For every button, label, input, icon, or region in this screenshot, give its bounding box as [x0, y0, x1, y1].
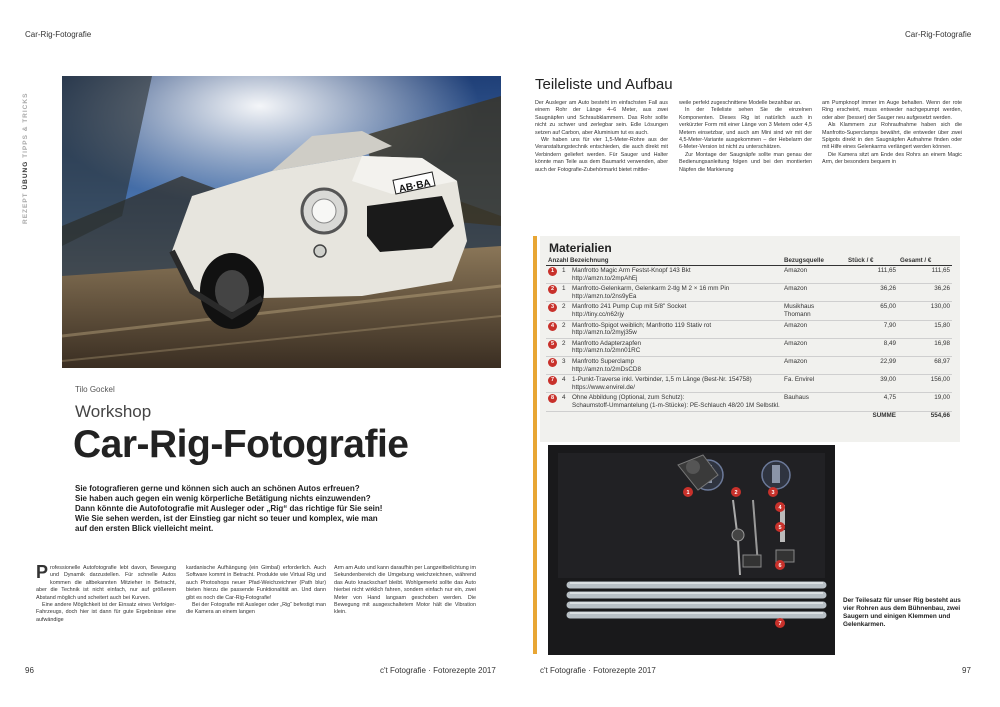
- item-number-badge: 7: [548, 376, 557, 385]
- item-url: http://amzn.to/2myj35w: [572, 329, 637, 337]
- item-qty: 1: [560, 284, 570, 302]
- item-number-badge: 3: [548, 303, 557, 312]
- item-desc: 1-Punkt-Traverse inkl. Verbinder, 1,5 m Länge (Best-Nr. 154758): [572, 376, 752, 384]
- item-number-badge: 4: [548, 322, 557, 331]
- body-paragraph: Bei der Fotografie mit Ausleger oder „Rig“ befestigt man die Kamera an einem langen: [186, 602, 326, 616]
- footer-left: c't Fotografie · Fotorezepte 2017: [380, 666, 496, 675]
- item-number-badge: 6: [548, 358, 557, 367]
- photo-label: 4: [778, 505, 782, 511]
- left-body-col1: [36, 562, 176, 624]
- body-paragraph: Die Kamera sitzt am Ende des Rohrs an einem Magic Arm, der besonders bequem in: [822, 151, 962, 166]
- item-unit: 111,65: [846, 266, 898, 284]
- table-row: [546, 375, 952, 393]
- item-qty: 4: [560, 393, 570, 411]
- lead-line: Sie fotografieren gerne und können sich auch an schönen Autos erfreuen?: [75, 484, 360, 493]
- materials-table: [546, 256, 952, 419]
- body-paragraph: In der Teileliste sehen Sie die einzelnen Komponenten. Dieses Rig ist natürlich auch in verkürzter Form mit einer Länge von 3 Metern oder 4,5 Metern einsetzbar, und auch am Mini sind wir mit der 4,5-Meter-Variante ausgekommen – der Hebelarm der 6-Meter-Version ist nicht zu unterschätzen.: [679, 107, 812, 151]
- right-body-col1: [535, 100, 668, 174]
- side-label-tipps: TIPPS & TRICKS: [22, 92, 29, 158]
- body-paragraph: Eine andere Möglichkeit ist der Einsatz eines Verfolger-Fahrzeugs, doch hier ist dann für gute Ergebnisse eine aufwändige: [36, 602, 176, 623]
- hero-car-photo: [62, 76, 501, 368]
- license-plate-text: AB·BA: [397, 177, 432, 196]
- item-url: http://tiny.cc/n62rjy: [572, 310, 625, 318]
- item-total: 156,00: [898, 375, 952, 393]
- table-row: [546, 338, 952, 356]
- accent-bar: [533, 236, 537, 654]
- right-body-col2: [679, 100, 812, 174]
- body-paragraph: am Pumpknopf immer im Auge behalten. Wenn der rote Ring erscheint, muss entweder nachgepumpt werden, oder aber (besser) der Sauger neu aufgesetzt werden.: [822, 100, 962, 121]
- running-header-right: Car-Rig-Fotografie: [905, 30, 972, 39]
- page-number-left: 96: [25, 666, 34, 675]
- item-qty: 2: [560, 338, 570, 356]
- item-total: 15,80: [898, 320, 952, 338]
- table-row: [546, 284, 952, 302]
- item-source: Musikhaus: [784, 303, 815, 311]
- photo-label: 6: [778, 563, 782, 569]
- materials-box: [540, 236, 960, 442]
- body-paragraph: rofessionelle Autofotografie lebt davon, Bewegung und Dynamik darzustellen. Für schnelle Autos kommen die altbekannten Mitzieher in Betracht, aber die Technik ist nicht einfach, nur auf größerem Abstand möglich und scheitert auch bei Kurven.: [36, 565, 176, 601]
- item-number-badge: 1: [548, 267, 557, 276]
- parts-photo: [548, 445, 835, 655]
- footer-right: c't Fotografie · Fotorezepte 2017: [540, 666, 656, 675]
- item-url: http://amzn.to/2mDsCD8: [572, 365, 641, 373]
- left-body-col2: [186, 565, 326, 617]
- item-source: Fa. Envirel: [782, 375, 846, 393]
- item-source: Bauhaus: [782, 393, 846, 411]
- page-title: Car-Rig-Fotografie: [73, 423, 409, 466]
- parts-illustration: [548, 445, 835, 655]
- item-total: 111,65: [898, 266, 952, 284]
- side-section-label: [22, 44, 36, 224]
- item-total: 19,00: [898, 393, 952, 411]
- page-number-right: 97: [962, 666, 971, 675]
- table-row: [546, 393, 952, 411]
- item-number-badge: 5: [548, 340, 557, 349]
- body-paragraph: Der Ausleger am Auto besteht im einfachsten Fall aus einem Rohr der Länge 4–6 Meter, aus zwei Saugnäpfen und Schraubklammern. Das Rohr sollte nicht zu schwer und zerlegbar sein. Edle Lösungen setzen auf Carbon, aber Aluminium tut es auch.: [535, 100, 668, 136]
- item-total: 36,26: [898, 284, 952, 302]
- lead-line: auf den ersten Blick vielleicht meint.: [75, 524, 214, 533]
- item-url: http://amzn.to/2mpAhEj: [572, 274, 638, 282]
- body-paragraph: Als Klammern zur Rohraufnahme haben sich die Manfrotto-Superclamps bewährt, die entweder über zwei Spigots direkt in den Saugnäpfen Aufnahme finden oder mit Hilfe eines Gelenkarms verlängert werden können.: [822, 122, 962, 151]
- lead-line: Dann könnte die Autofotografie mit Ausleger oder „Rig“ das richtige für Sie sein!: [75, 504, 383, 513]
- body-paragraph: weile perfekt zugeschnittene Modelle bezahlbar an.: [679, 100, 802, 106]
- item-number-badge: 2: [548, 285, 557, 294]
- item-unit: 36,26: [846, 284, 898, 302]
- item-url: Schaumstoff-Ummantelung (1-m-Stücke): PE-Schlauch 48/20 1M Selbstkl.: [572, 401, 780, 409]
- item-desc: Manfrotto-Gelenkarm, Gelenkarm 2-tlg M 2 × 16 mm Pin: [572, 285, 730, 293]
- car-illustration: [62, 76, 501, 368]
- item-number-badge: 8: [548, 394, 557, 403]
- left-body-col3: [334, 565, 476, 617]
- item-desc: Manfrotto-Spigot weiblich; Manfrotto 119 Stativ rot: [572, 321, 712, 329]
- item-unit: 22,99: [846, 356, 898, 374]
- photo-label: 5: [778, 525, 782, 531]
- item-desc: Manfrotto Magic Arm Festst-Knopf 143 Bkt: [572, 267, 691, 274]
- item-unit: 39,00: [846, 375, 898, 393]
- item-unit: 7,90: [846, 320, 898, 338]
- item-qty: 2: [560, 302, 570, 320]
- lead-line: Sie haben auch gegen ein wenig körperliche Betätigung nichts einzuwenden?: [75, 494, 371, 503]
- sum-value: 554,66: [898, 411, 952, 419]
- header-unit-price: Stück / €: [846, 256, 898, 266]
- body-paragraph: kardanische Aufhängung (ein Gimbal) erforderlich. Auch Software kommt in Betracht. Produkte wie Virtual Rig und auch Photoshops neuer Pfad-Weichzeichner (Path blur) bieten hierzu die passende Funktionalität an. Und dann gibt es noch die Car-Rig-Fotografie!: [186, 565, 326, 601]
- item-source-line2: Thomann: [784, 310, 811, 318]
- photo-caption: Der Teilesatz für unser Rig besteht aus vier Rohren aus dem Bühnenbau, zwei Saugern und einigen Klemmen und Gelenkarmen.: [843, 597, 961, 628]
- table-row: [546, 266, 952, 284]
- item-source: Amazon: [782, 356, 846, 374]
- body-paragraph: Arm am Auto und kann daraufhin per Langzeitbelichtung im Sekundenbereich die Umgebung weichzeichnen, während das Auto knackscharf bleibt. Wohlgemerkt sollte das Auto hierbei nicht wirklich fahren, sondern einfach nur ein, zwei Meter von Hand langsam geschoben werden. Die Bewegung mit ausgeschaltetem Motor hält die Vibration klein.: [334, 565, 476, 616]
- item-desc: Ohne Abbildung (Optional, zum Schutz):: [572, 394, 685, 402]
- item-source: Amazon: [782, 338, 846, 356]
- lead-line: Wie Sie sehen werden, ist der Einstieg gar nicht so teuer und komplex, wie man: [75, 514, 378, 523]
- side-label-rezept: REZEPT: [22, 192, 29, 224]
- right-body-col3: [822, 100, 962, 167]
- item-url: http://amzn.to/2mn01RC: [572, 347, 641, 355]
- item-url: http://amzn.to/2ns9yEa: [572, 292, 637, 300]
- table-row: [546, 356, 952, 374]
- header-total: Gesamt / €: [898, 256, 952, 266]
- author-name: Tilo Gockel: [75, 385, 115, 394]
- item-qty: 4: [560, 375, 570, 393]
- section-title: Teileliste und Aufbau: [535, 76, 673, 93]
- item-unit: 4,75: [846, 393, 898, 411]
- item-total: 68,97: [898, 356, 952, 374]
- item-source: Amazon: [782, 284, 846, 302]
- item-desc: Manfrotto Adapterzapfen: [572, 339, 641, 347]
- kicker: Workshop: [75, 402, 152, 421]
- drop-cap: P: [36, 562, 49, 582]
- table-row: [546, 320, 952, 338]
- item-qty: 1: [560, 266, 570, 284]
- sum-row: [546, 411, 952, 419]
- item-total: 130,00: [898, 302, 952, 320]
- item-desc: Manfrotto 241 Pump Cup mit 5/8" Socket: [572, 303, 687, 311]
- side-label-uebung: ÜBUNG: [22, 160, 29, 190]
- item-unit: 8,49: [846, 338, 898, 356]
- item-qty: 3: [560, 356, 570, 374]
- body-paragraph: Wir haben uns für vier 1,5-Meter-Rohre aus der Veranstaltungstechnik entschieden, die auch direkt mit Verbindern geliefert werden. Für Sauger und Halter könnte man Teile aus dem Baumarkt verwenden, aber auch der Fotografie-Zubehörmarkt bietet mittler-: [535, 137, 668, 173]
- table-header-row: [546, 256, 952, 266]
- item-url: https://www.envirel.de/: [572, 383, 635, 391]
- item-total: 16,98: [898, 338, 952, 356]
- body-paragraph: Zur Montage der Saugnäpfe sollte man genau der Bedienungsanleitung folgen und bei den montierten Näpfen die Markierung: [679, 151, 812, 173]
- item-desc: Manfrotto Superclamp: [572, 357, 634, 365]
- photo-label: 1: [686, 490, 690, 496]
- photo-label: 3: [771, 490, 775, 496]
- lead-paragraph: [75, 484, 435, 534]
- item-source: Amazon: [782, 320, 846, 338]
- header-source: Bezugsquelle: [782, 256, 846, 266]
- header-qty-desc: Anzahl Bezeichnung: [546, 256, 782, 266]
- photo-label: 7: [778, 621, 782, 627]
- item-source: Amazon: [782, 266, 846, 284]
- table-row: [546, 302, 952, 320]
- item-qty: 2: [560, 320, 570, 338]
- materials-title: Materialien: [549, 241, 612, 255]
- item-unit: 65,00: [846, 302, 898, 320]
- photo-label: 2: [734, 490, 738, 496]
- sum-label: SUMME: [846, 411, 898, 419]
- running-header-left: Car-Rig-Fotografie: [25, 30, 92, 39]
